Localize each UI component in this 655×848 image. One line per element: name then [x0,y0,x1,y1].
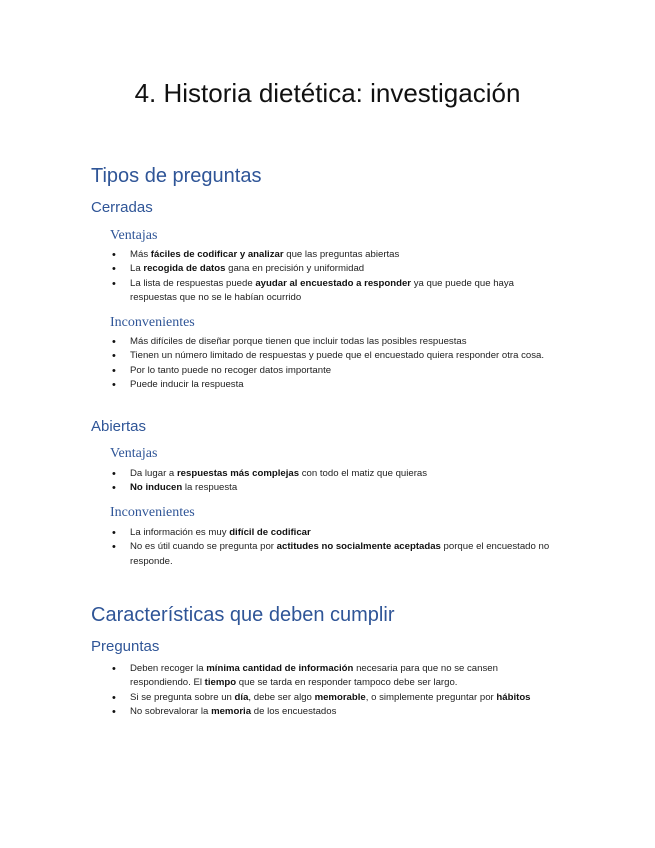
heading-abiertas: Abiertas [91,418,147,435]
list-item: • Por lo tanto puede no recoger datos importante [110,364,560,378]
list-item: • Si se pregunta sobre un día, debe ser algo memorable, o simplemente preguntar por hábitos [110,691,560,705]
list-item: • La recogida de datos gana en precisión y uniformidad [110,262,560,276]
page-title: 4. Historia dietética: investigación [134,78,521,108]
list-item: • Más fáciles de codificar y analizar que las preguntas abiertas [110,248,560,262]
heading-cerradas: Cerradas [91,199,153,216]
heading-cerradas-ventajas: Ventajas [110,228,158,243]
list-preguntas [110,662,560,720]
list-item: • La lista de respuestas puede ayudar al encuestado a responder ya que puede que haya respuestas que no se le habían ocurrido [110,277,560,306]
heading-preguntas: Preguntas [91,638,160,655]
list-cerradas-inconvenientes [110,335,560,393]
heading-caracteristicas: Características que deben cumplir [91,604,395,626]
list-item: • No es útil cuando se pregunta por actitudes no socialmente aceptadas porque el encuestado no responde. [110,540,560,569]
list-item: • Más difíciles de diseñar porque tienen que incluir todas las posibles respuestas [110,335,560,349]
list-abiertas-ventajas [110,467,560,496]
list-item: • Da lugar a respuestas más complejas con todo el matiz que quieras [110,467,560,481]
heading-tipos-de-preguntas: Tipos de preguntas [91,165,262,187]
list-cerradas-ventajas [110,248,560,306]
list-item: • Puede inducir la respuesta [110,378,560,392]
list-item: • Tienen un número limitado de respuestas y puede que el encuestado quiera responder otra cosa. [110,349,560,363]
list-item: • La información es muy difícil de codificar [110,526,560,540]
list-abiertas-inconvenientes [110,526,560,569]
heading-abiertas-inconvenientes: Inconvenientes [110,505,195,520]
list-item: • Deben recoger la mínima cantidad de información necesaria para que no se cansen respondiendo. El tiempo que se tarda en responder tampoco debe ser largo. [110,662,560,691]
list-item: • No inducen la respuesta [110,481,560,495]
heading-cerradas-inconvenientes: Inconvenientes [110,315,195,330]
heading-abiertas-ventajas: Ventajas [110,446,158,461]
list-item: • No sobrevalorar la memoria de los encuestados [110,705,560,719]
